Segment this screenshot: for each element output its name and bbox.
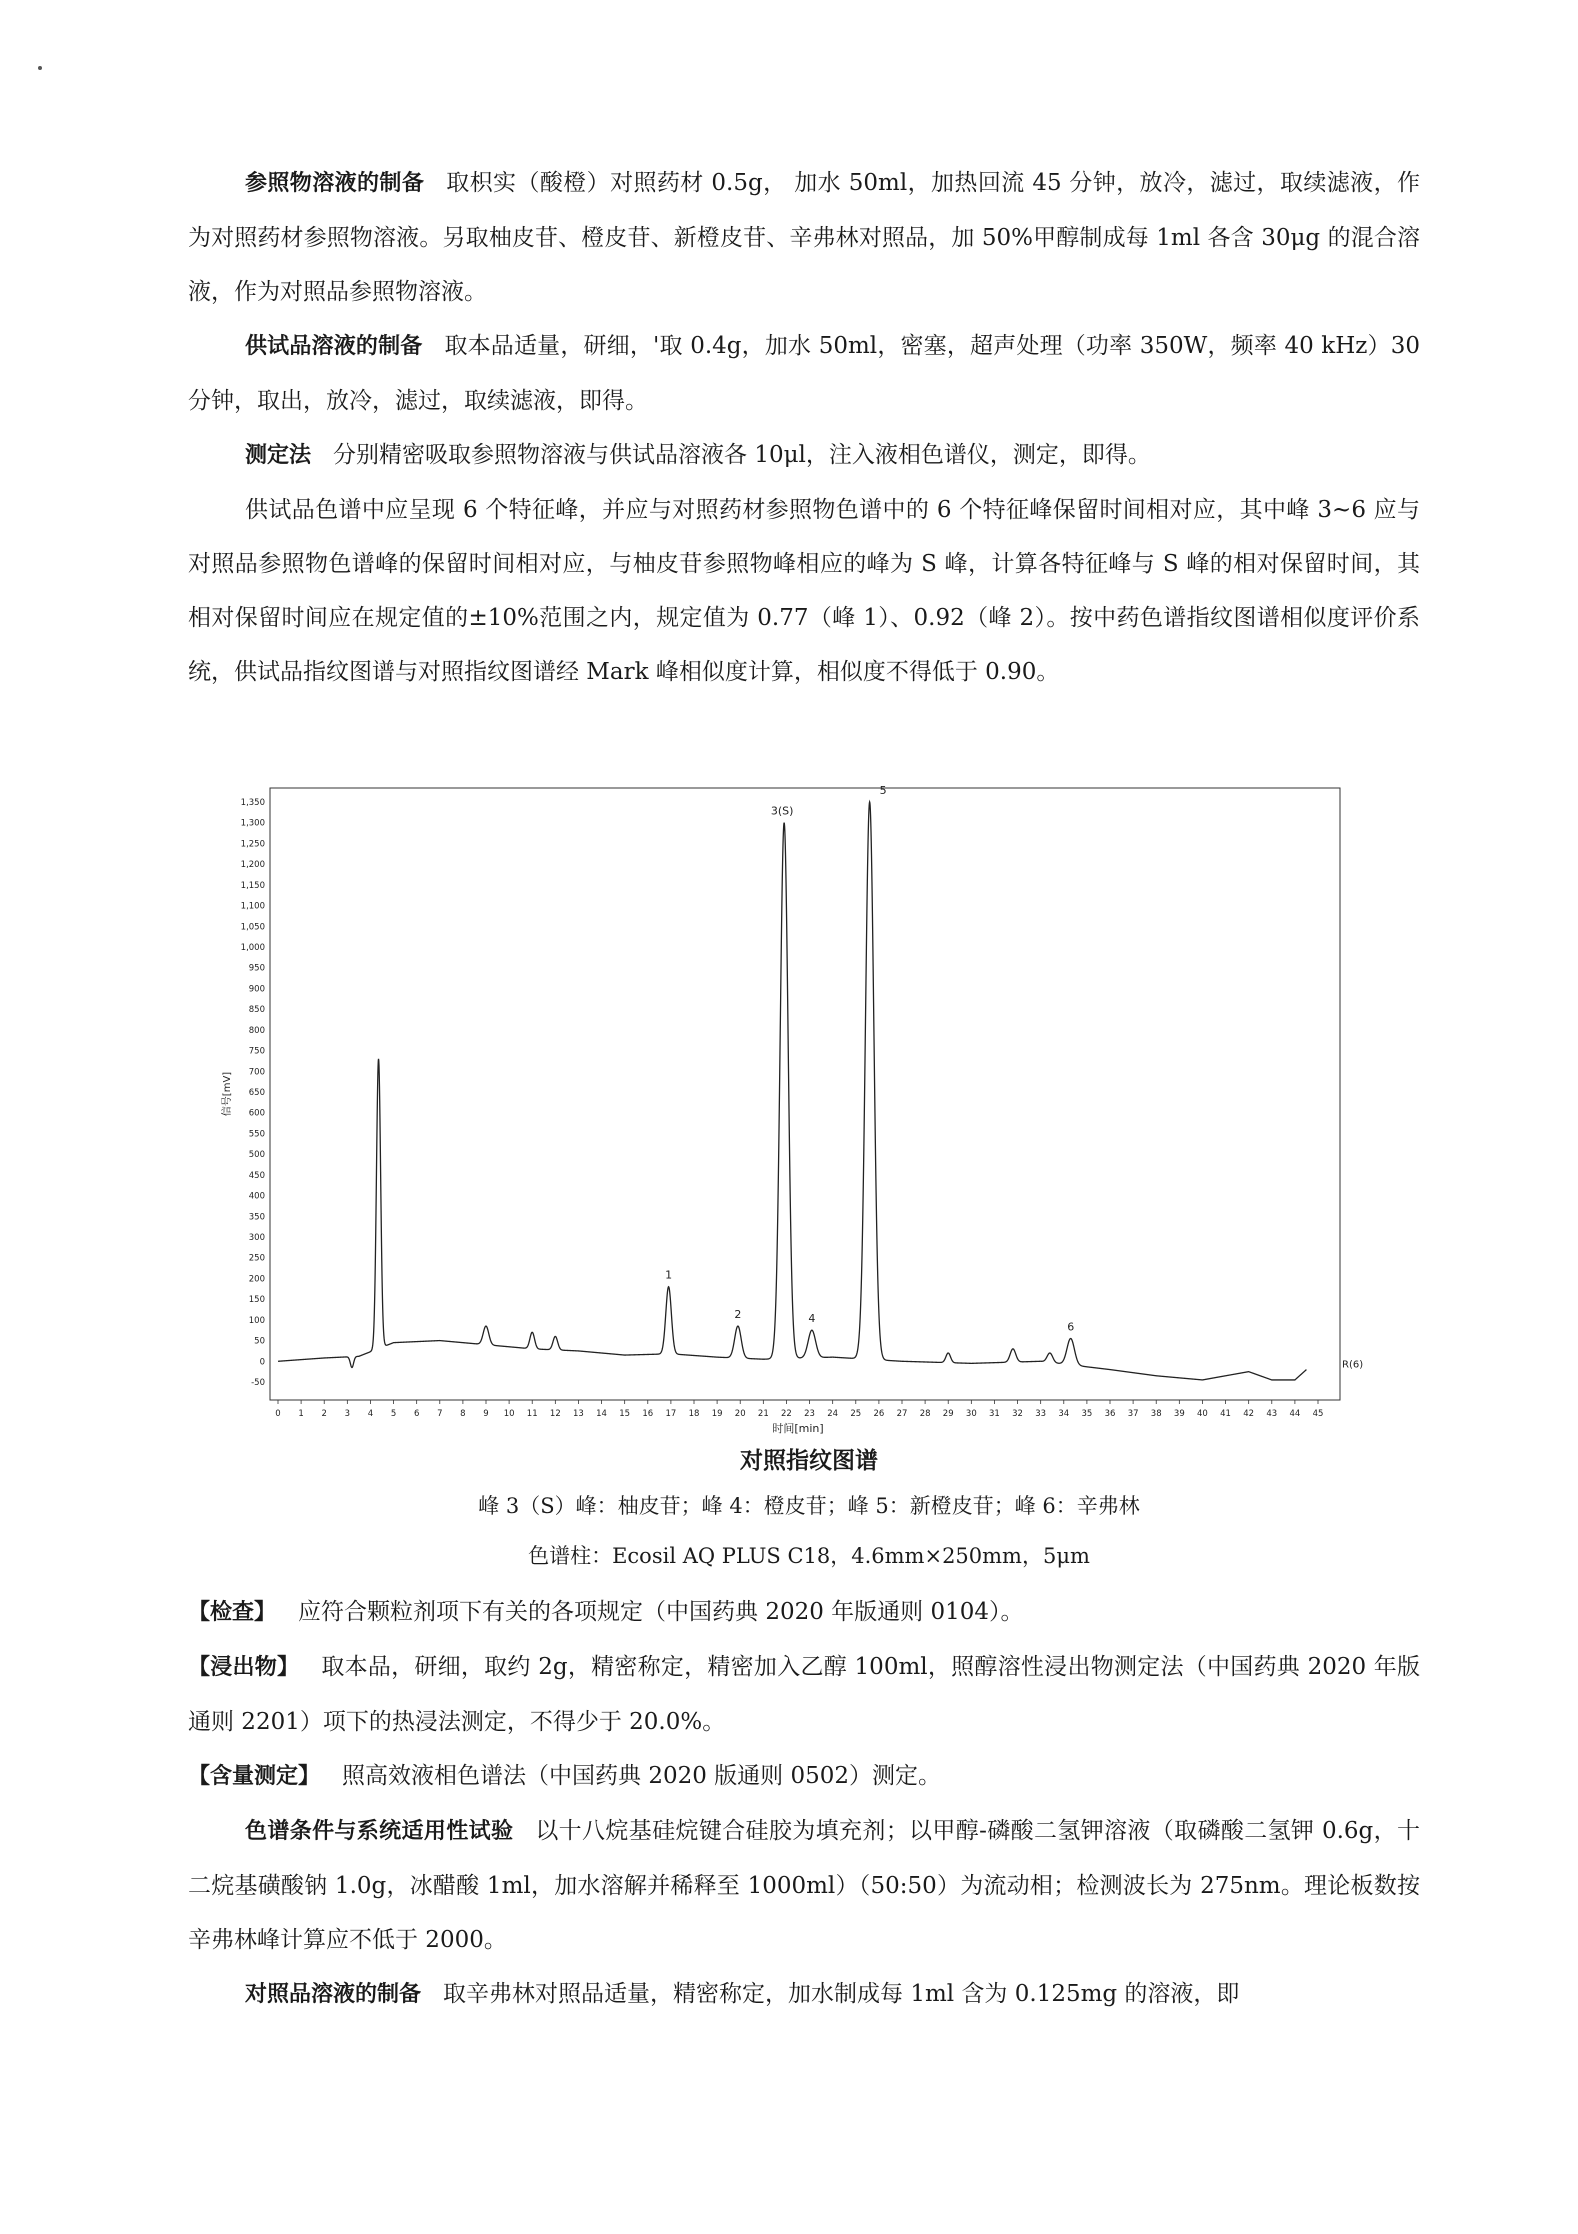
heading-assay: 【含量测定】 [188, 1764, 321, 1789]
y-tick-label: 550 [248, 1129, 265, 1140]
x-tick-label: 15 [619, 1409, 631, 1419]
x-tick-label: 45 [1312, 1409, 1324, 1419]
figure-peak-caption: 峰 3（S）峰：柚皮苷；峰 4：橙皮苷；峰 5：新橙皮苷；峰 6：辛弗林 [478, 1494, 1140, 1518]
x-tick-label: 34 [1058, 1409, 1070, 1419]
text-reference-solution: 取枳实（酸橙）对照药材 0.5g， 加水 50ml，加热回流 45 分钟，放冷，滤过，取续滤液，作为对照药材参照物溶液。另取柚皮苷、橙皮苷、新橙皮苷、辛弗林对照品，加 50%甲醇制成每 1ml 各含 30μg 的混合溶液，作为对照品参照物溶液。 [188, 170, 1420, 305]
y-tick-label: 1,200 [240, 860, 265, 871]
x-tick-label: 29 [942, 1409, 954, 1419]
paragraph-assay [188, 1749, 1420, 1804]
x-tick-label: 0 [275, 1409, 281, 1419]
peak-label: 3(S) [770, 804, 794, 818]
x-tick-label: 28 [919, 1409, 931, 1419]
x-tick-label: 25 [850, 1409, 862, 1419]
peak-label: 1 [665, 1268, 673, 1282]
y-tick-label: 450 [248, 1170, 265, 1181]
chromatogram-figure [210, 778, 1364, 1435]
x-tick-label: 38 [1150, 1409, 1162, 1419]
peak-label: 5 [879, 784, 887, 797]
heading-method: 测定法 [245, 443, 312, 468]
chromatogram-chart [210, 778, 1364, 1435]
plot-frame [270, 788, 1340, 1400]
text-requirement: 供试品色谱中应呈现 6 个特征峰，并应与对照药材参照物色谱中的 6 个特征峰保留时间相对应，其中峰 3~6 应与对照品参照物色谱峰的保留时间相对应，与柚皮苷参照物峰相应的峰为 S 峰，计算各特征峰与 S 峰的相对保留时间，其相对保留时间应在规定值的±10%范围之内，规定值为 0.77（峰 1）、0.92（峰 2）。按中药色谱指纹图谱相似度评价系统，供试品指纹图谱与对照指纹图谱经 Mark 峰相似度计算，相似度不得低于 0.90。 [188, 497, 1420, 685]
y-axis-ticks [241, 798, 265, 1388]
x-tick-label: 1 [298, 1409, 304, 1419]
x-tick-label: 14 [596, 1409, 607, 1419]
y-tick-label: -50 [251, 1378, 265, 1388]
y-tick-label: 1,050 [240, 922, 265, 933]
text-conditions: 以十八烷基硅烷键合硅胶为填充剂；以甲醇-磷酸二氢钾溶液（取磷酸二氢钾 0.6g，十二烷基磺酸钠 1.0g，冰醋酸 1ml，加水溶解并稀释至 1000ml）（50:50）为流动相；检测波长为 275nm。理论板数按辛弗林峰计算应不低于 2000。 [188, 1818, 1420, 1953]
y-tick-label: 500 [248, 1150, 265, 1161]
text-sample-solution: 取本品适量，研细，'取 0.4g，加水 50ml，密塞，超声处理（功率 350W，频率 40 kHz）30 分钟，取出，放冷，滤过，取续滤液，即得。 [188, 333, 1420, 414]
text-standard-solution: 取辛弗林对照品适量，精密称定，加水制成每 1ml 含为 0.125mg 的溶液，即 [443, 1981, 1240, 2007]
y-tick-label: 1,000 [240, 943, 265, 953]
x-tick-label: 36 [1104, 1409, 1116, 1419]
figure-column-caption: 色谱柱：Ecosil AQ PLUS C18，4.6mm×250mm，5μm [528, 1544, 1090, 1568]
paragraph-check [188, 1585, 1420, 1640]
paragraph-standard-solution [188, 1967, 1420, 2022]
x-tick-label: 11 [526, 1409, 538, 1419]
x-tick-label: 9 [483, 1409, 489, 1419]
heading-sample-solution: 供试品溶液的制备 [245, 334, 423, 359]
y-tick-label: 650 [248, 1088, 265, 1098]
x-tick-label: 30 [965, 1409, 977, 1419]
paragraph-extract [188, 1640, 1420, 1749]
paragraph-sample-solution [188, 319, 1420, 428]
method-text-lower [188, 1585, 1420, 2022]
y-tick-label: 850 [248, 1005, 265, 1016]
y-tick-label: 100 [248, 1315, 265, 1326]
paragraph-conditions [188, 1804, 1420, 1967]
method-text-upper [188, 156, 1420, 699]
y-tick-label: 350 [248, 1212, 265, 1223]
x-axis-ticks [275, 1400, 1323, 1419]
x-tick-label: 17 [665, 1409, 677, 1419]
y-tick-label: 950 [248, 963, 265, 974]
y-tick-label: 1,350 [240, 798, 265, 808]
x-tick-label: 35 [1081, 1409, 1093, 1419]
y-tick-label: 600 [248, 1108, 265, 1119]
x-tick-label: 10 [503, 1409, 515, 1419]
x-tick-label: 23 [804, 1409, 815, 1419]
peak-label: 2 [734, 1308, 742, 1322]
x-tick-label: 37 [1127, 1409, 1139, 1419]
x-tick-label: 24 [827, 1409, 839, 1419]
x-tick-label: 42 [1243, 1409, 1255, 1419]
x-tick-label: 7 [437, 1409, 443, 1419]
peak-labels [665, 784, 1074, 1334]
text-extract: 取本品，研细，取约 2g，精密称定，精密加入乙醇 100ml，照醇溶性浸出物测定法（中国药典 2020 年版通则 2201）项下的热浸法测定，不得少于 20.0%。 [188, 1654, 1420, 1735]
x-tick-label: 5 [390, 1409, 397, 1419]
trace-label: R(6) [1342, 1359, 1364, 1371]
figure-title: 对照指纹图谱 [740, 1448, 878, 1474]
x-tick-label: 19 [711, 1409, 723, 1419]
paragraph-reference-solution [188, 156, 1420, 319]
x-tick-label: 18 [688, 1409, 700, 1419]
x-tick-label: 43 [1266, 1409, 1278, 1419]
paragraph-method [188, 428, 1420, 483]
y-tick-label: 1,100 [240, 901, 265, 912]
paragraph-requirement [188, 483, 1420, 699]
y-tick-label: 1,250 [240, 839, 265, 850]
y-tick-label: 300 [248, 1233, 265, 1243]
chromatogram-trace [278, 802, 1306, 1380]
x-tick-label: 12 [549, 1409, 561, 1419]
y-tick-label: 250 [248, 1253, 265, 1264]
y-tick-label: 1,150 [240, 880, 265, 891]
x-tick-label: 13 [573, 1409, 584, 1419]
heading-extract: 【浸出物】 [188, 1655, 300, 1680]
heading-conditions: 色谱条件与系统适用性试验 [245, 1819, 514, 1844]
y-tick-label: 1,300 [240, 818, 265, 829]
y-tick-label: 150 [248, 1295, 265, 1306]
x-tick-label: 20 [734, 1409, 746, 1419]
x-tick-label: 26 [873, 1409, 885, 1419]
y-tick-label: 800 [248, 1025, 265, 1036]
peak-label: 4 [808, 1312, 816, 1326]
y-tick-label: 200 [248, 1274, 265, 1285]
y-tick-label: 50 [254, 1336, 265, 1347]
y-tick-label: 750 [248, 1046, 265, 1057]
x-tick-label: 41 [1220, 1409, 1231, 1419]
x-tick-label: 22 [781, 1409, 792, 1419]
heading-reference-solution: 参照物溶液的制备 [245, 171, 425, 196]
x-tick-label: 4 [367, 1409, 374, 1419]
heading-standard-solution: 对照品溶液的制备 [245, 1982, 422, 2007]
x-tick-label: 16 [642, 1409, 654, 1419]
peak-label: 6 [1067, 1320, 1075, 1334]
x-tick-label: 6 [413, 1409, 420, 1419]
text-assay: 照高效液相色谱法（中国药典 2020 版通则 0502）测定。 [342, 1763, 942, 1789]
x-tick-label: 32 [1012, 1409, 1023, 1419]
x-tick-label: 40 [1197, 1409, 1208, 1419]
y-tick-label: 400 [248, 1191, 265, 1202]
x-axis-label: 时间[min] [772, 1422, 824, 1435]
x-tick-label: 3 [344, 1409, 351, 1419]
y-tick-label: 700 [248, 1067, 265, 1078]
text-method: 分别精密吸取参照物溶液与供试品溶液各 10μl，注入液相色谱仪，测定，即得。 [333, 442, 1151, 468]
y-axis-label: 信号[mV] [222, 1071, 233, 1117]
y-tick-label: 900 [248, 984, 265, 995]
x-tick-label: 8 [460, 1409, 466, 1419]
text-check: 应符合颗粒剂项下有关的各项规定（中国药典 2020 年版通则 0104）。 [298, 1599, 1024, 1625]
scan-speck [38, 66, 42, 70]
heading-check: 【检查】 [188, 1600, 277, 1625]
x-tick-label: 2 [321, 1409, 327, 1419]
x-tick-label: 27 [896, 1409, 908, 1419]
y-tick-label: 0 [259, 1357, 265, 1368]
x-tick-label: 44 [1289, 1409, 1301, 1419]
x-tick-label: 31 [989, 1409, 1000, 1419]
x-tick-label: 33 [1035, 1409, 1047, 1419]
x-tick-label: 39 [1173, 1409, 1185, 1419]
x-tick-label: 21 [757, 1409, 769, 1419]
